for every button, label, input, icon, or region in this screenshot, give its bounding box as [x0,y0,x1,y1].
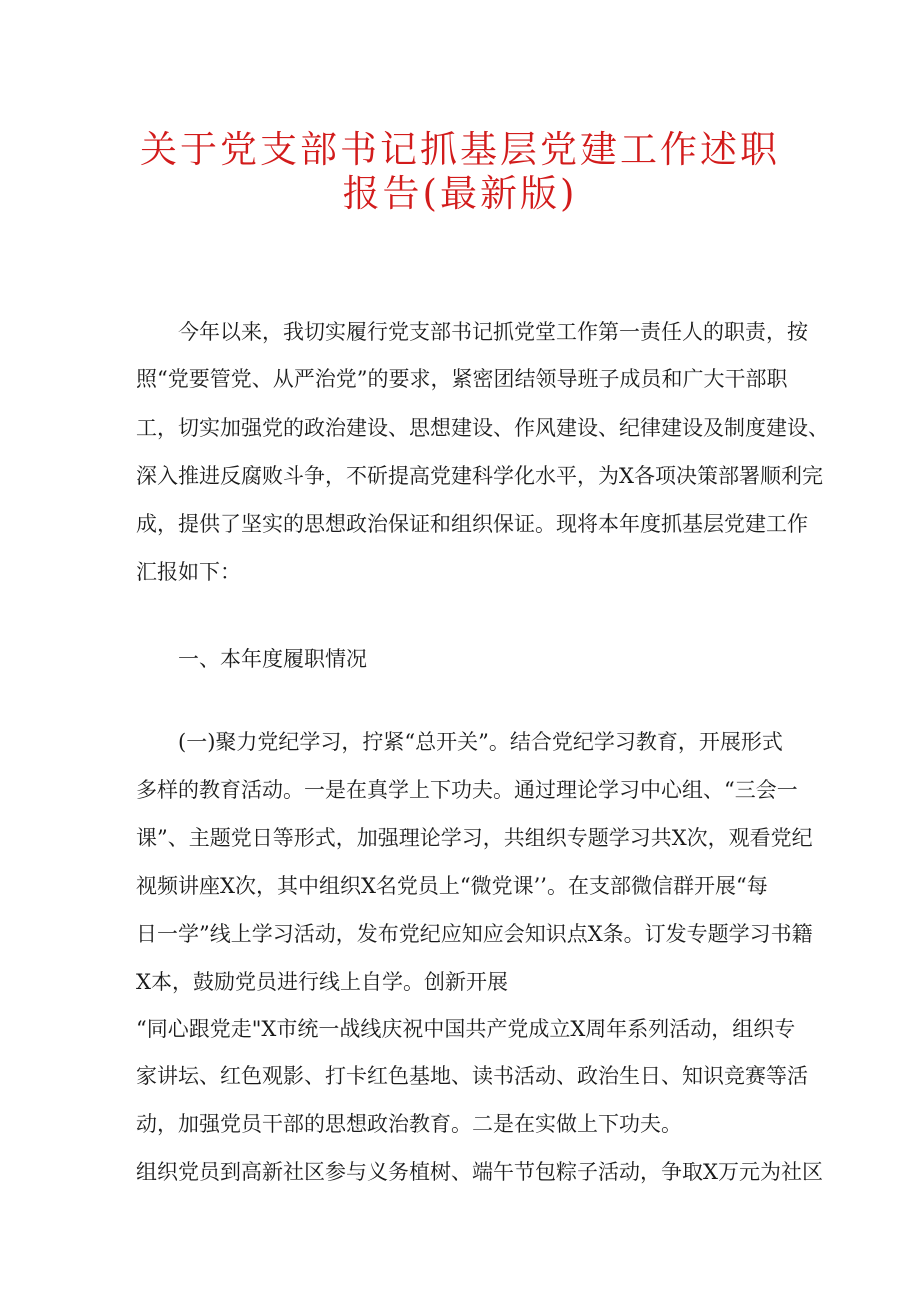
body-line: 课”、主题党日等形式，加强理论学习，共组织专题学习共X次，观看党纪 [136,826,813,850]
body-line: “同心跟党走"X市统一战线庆祝中国共产党成立X周年系列活动，组织专 [136,1017,796,1041]
body-line: 日一学”线上学习活动，发布党纪应知应会知识点X条。订发专题学习书籍 [136,922,813,946]
document-title-line-1: 关于党支部书记抓基层党建工作述职 [140,128,780,171]
document-title-line-2: 报告(最新版) [342,172,578,215]
body-line: (一)聚力党纪学习，拧紧“总开关”。结合党纪学习教育，开展形式 [178,730,783,754]
body-line: 多样的教育活动。一是在真学上下功夫。通过理论学习中心组、“三会一 [136,778,798,802]
section-heading: 一、本年度履职情况 [178,647,367,671]
body-line: 工，切实加强党的政治建设、思想建设、作风建设、纪律建设及制度建设、 [136,416,829,440]
body-line: X本，鼓励党员进行线上自学。创新开展 [136,970,508,994]
body-line: 动，加强党员干部的思想政治教育。二是在实做上下功夫。 [136,1112,682,1136]
body-line: 深入推进反腐败斗争，不斫提高党建科学化水平，为X各项决策部署顺利完 [136,464,823,488]
body-line: 照“党要管党、从严治党”的要求，紧密团结领导班子成员和广大干部职 [136,367,788,391]
body-line: 视频讲座X次，其中组织X名党员上“微党课’’。在支部微信群开展“每 [136,874,768,898]
body-line: 汇报如下： [136,560,241,584]
body-line: 组织党员到高新社区参与义务植树、端午节包粽子活动，争取X万元为社区 [136,1160,823,1184]
body-line: 成，提供了坚实的思想政治保证和组织保证。现将本年度抓基层党建工作 [136,512,808,536]
body-line: 家讲坛、红色观影、打卡红色基地、读书活动、政治生日、知识竞赛等活 [136,1064,808,1088]
body-line: 今年以来，我切实履行党支部书记抓党堂工作第一责任人的职责，按 [178,320,808,344]
